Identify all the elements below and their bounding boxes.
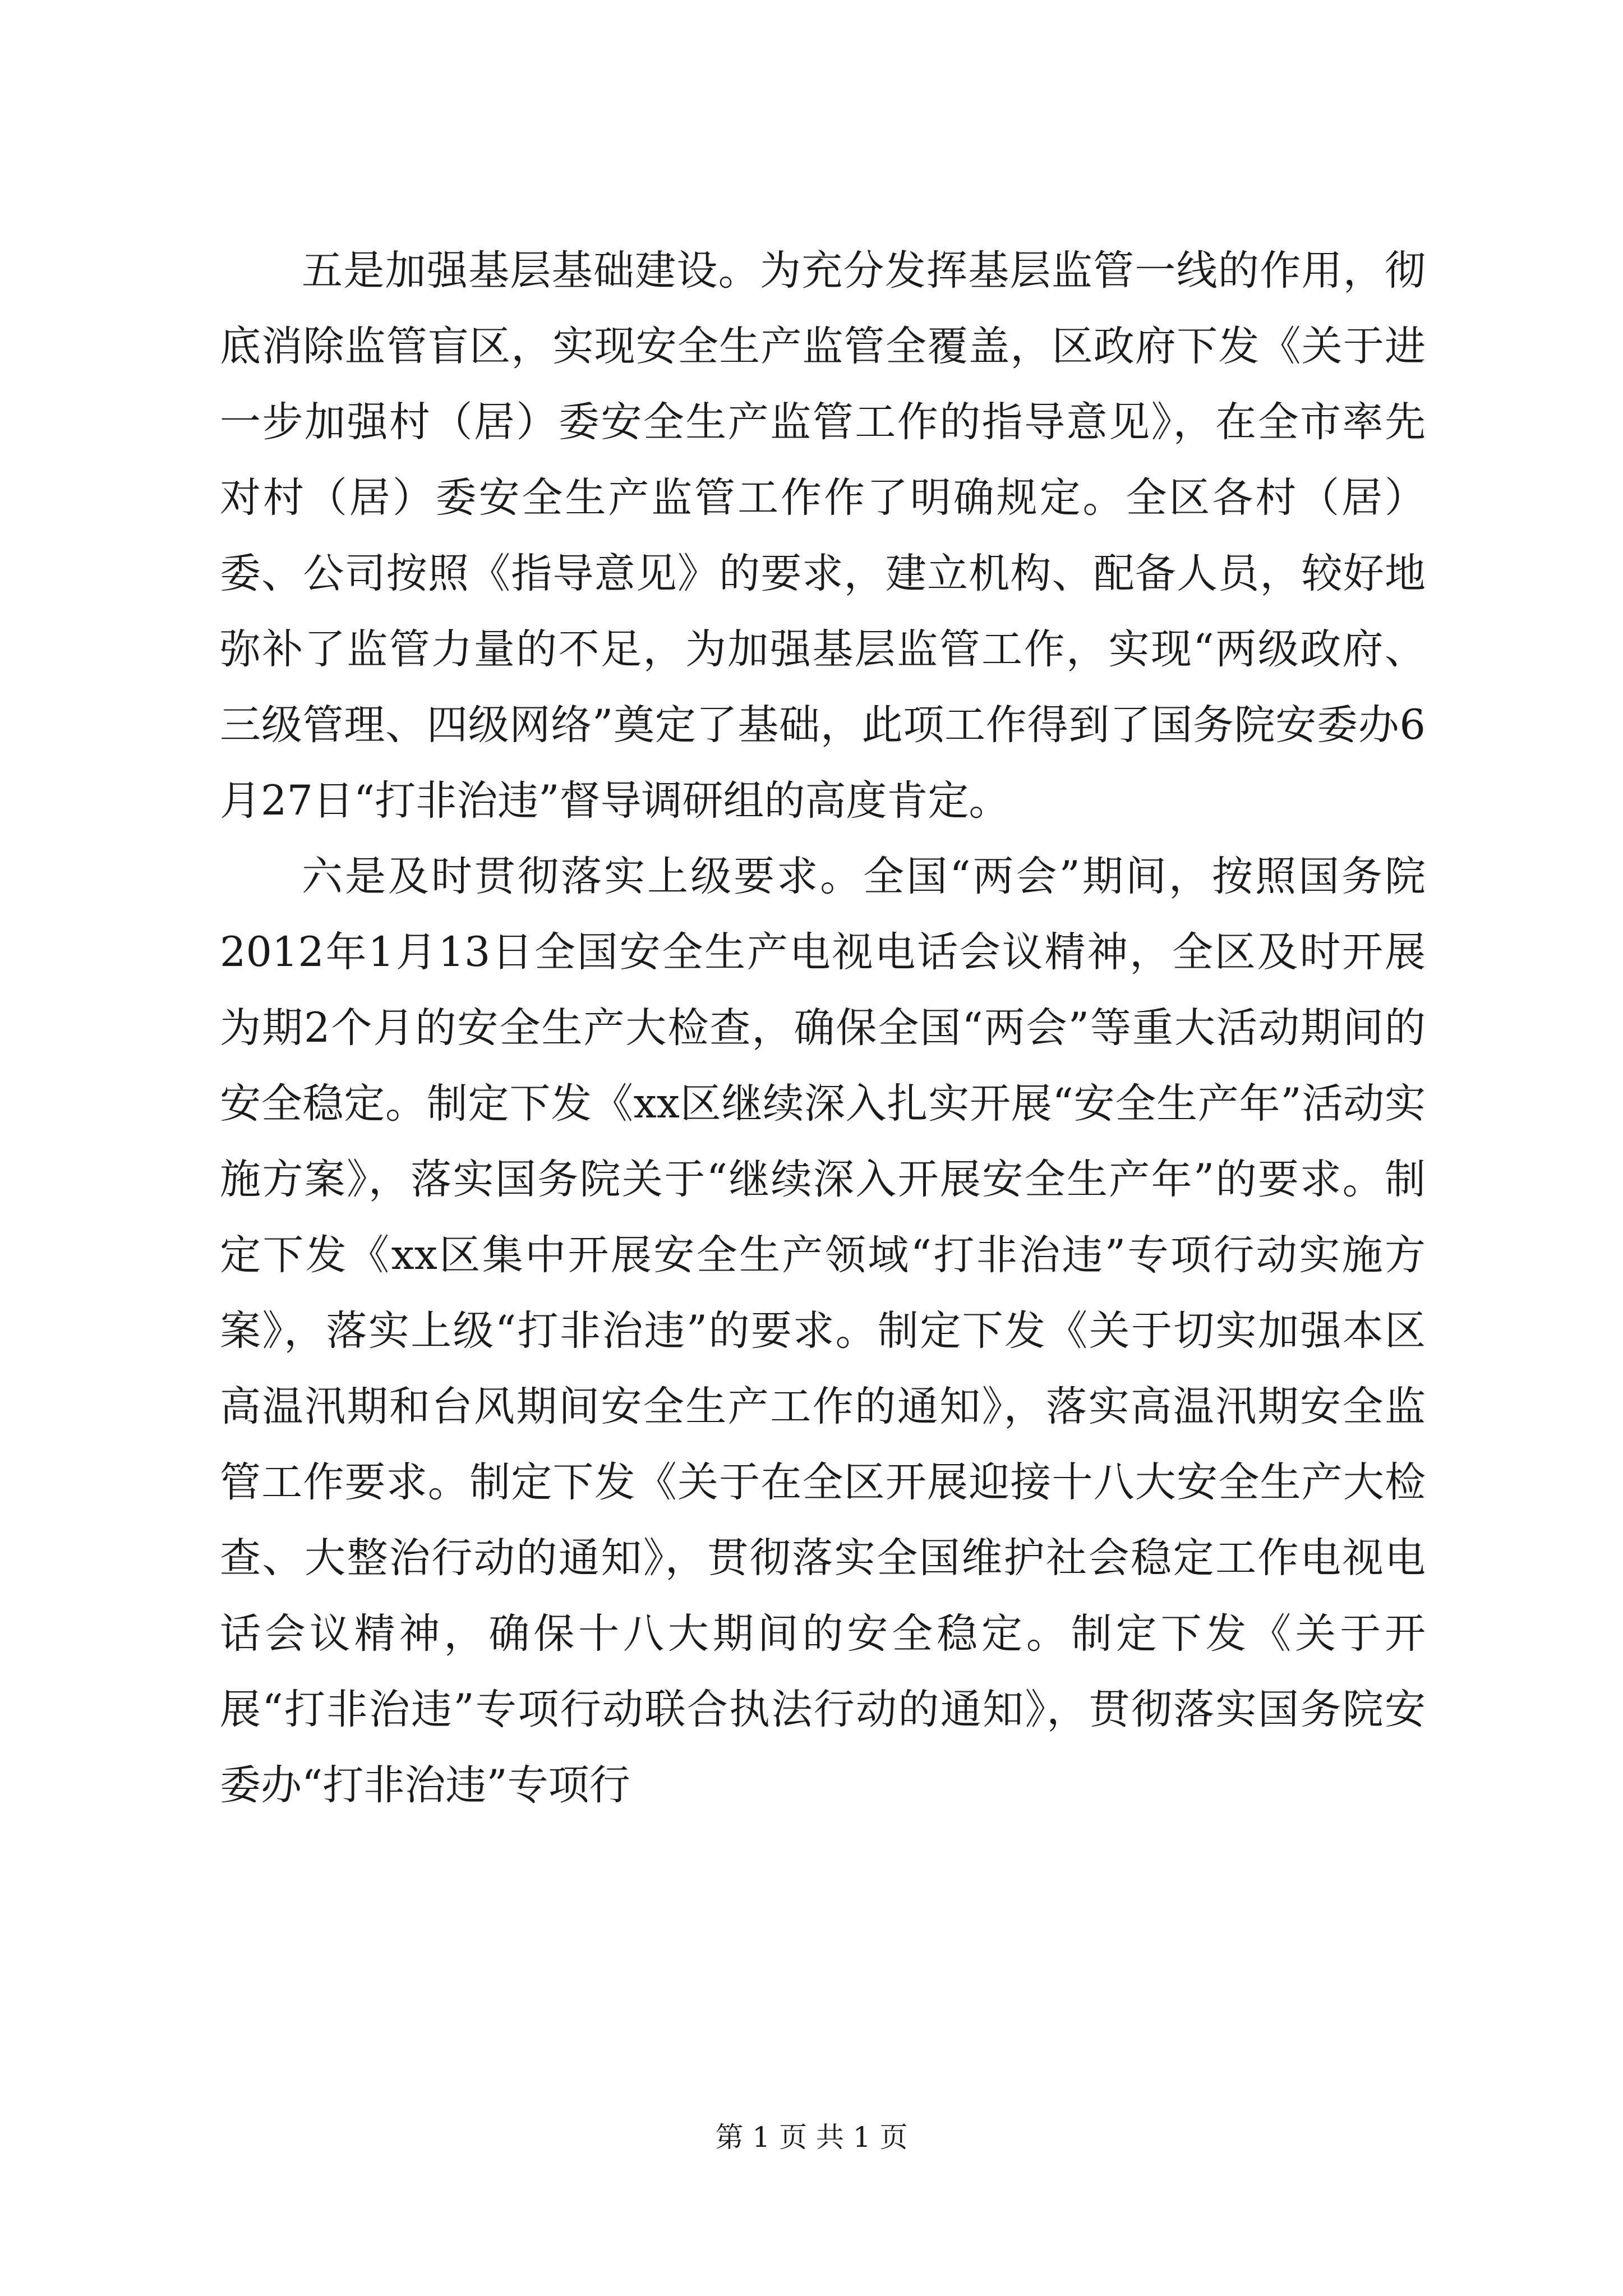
page-footer: 第 1 页 共 1 页 [715,2121,908,2154]
paragraph-six: 六是及时贯彻落实上级要求。全国“两会”期间，按照国务院2012年1月13日全国安全生产电视电话会议精神，全区及时开展为期2个月的安全生产大检查，确保全国“两会”等重大活动期间的安全稳定。制定下发《xx区继续深入扎实开展“安全生产年”活动实施方案》，落实国务院关于“继续深入开展安全生产年”的要求。制定下发《xx区集中开展安全生产领域“打非治违”专项行动实施方案》，落实上级“打非治违”的要求。制定下发《关于切实加强本区高温汛期和台风期间安全生产工作的通知》，落实高温汛期安全监管工作要求。制定下发《关于在全区开展迎接十八大安全生产大检查、大整治行动的通知》，贯彻落实全国维护社会稳定工作电视电话会议精神，确保十八大期间的安全稳定。制定下发《关于开展“打非治违”专项行动联合执法行动的通知》，贯彻落实国务院安委办“打非治违”专项行 [220,853,1426,1809]
paragraph-five: 五是加强基层基础建设。为充分发挥基层监管一线的作用，彻底消除监管盲区，实现安全生产监管全覆盖，区政府下发《关于进一步加强村（居）委安全生产监管工作的指导意见》，在全市率先对村（居）委安全生产监管工作作了明确规定。全区各村（居）委、公司按照《指导意见》的要求，建立机构、配备人员，较好地弥补了监管力量的不足，为加强基层监管工作，实现“两级政府、三级管理、四级网络”奠定了基础，此项工作得到了国务院安委办6月27日“打非治违”督导调研组的高度肯定。 [220,247,1426,825]
document-body [220,233,1426,1823]
